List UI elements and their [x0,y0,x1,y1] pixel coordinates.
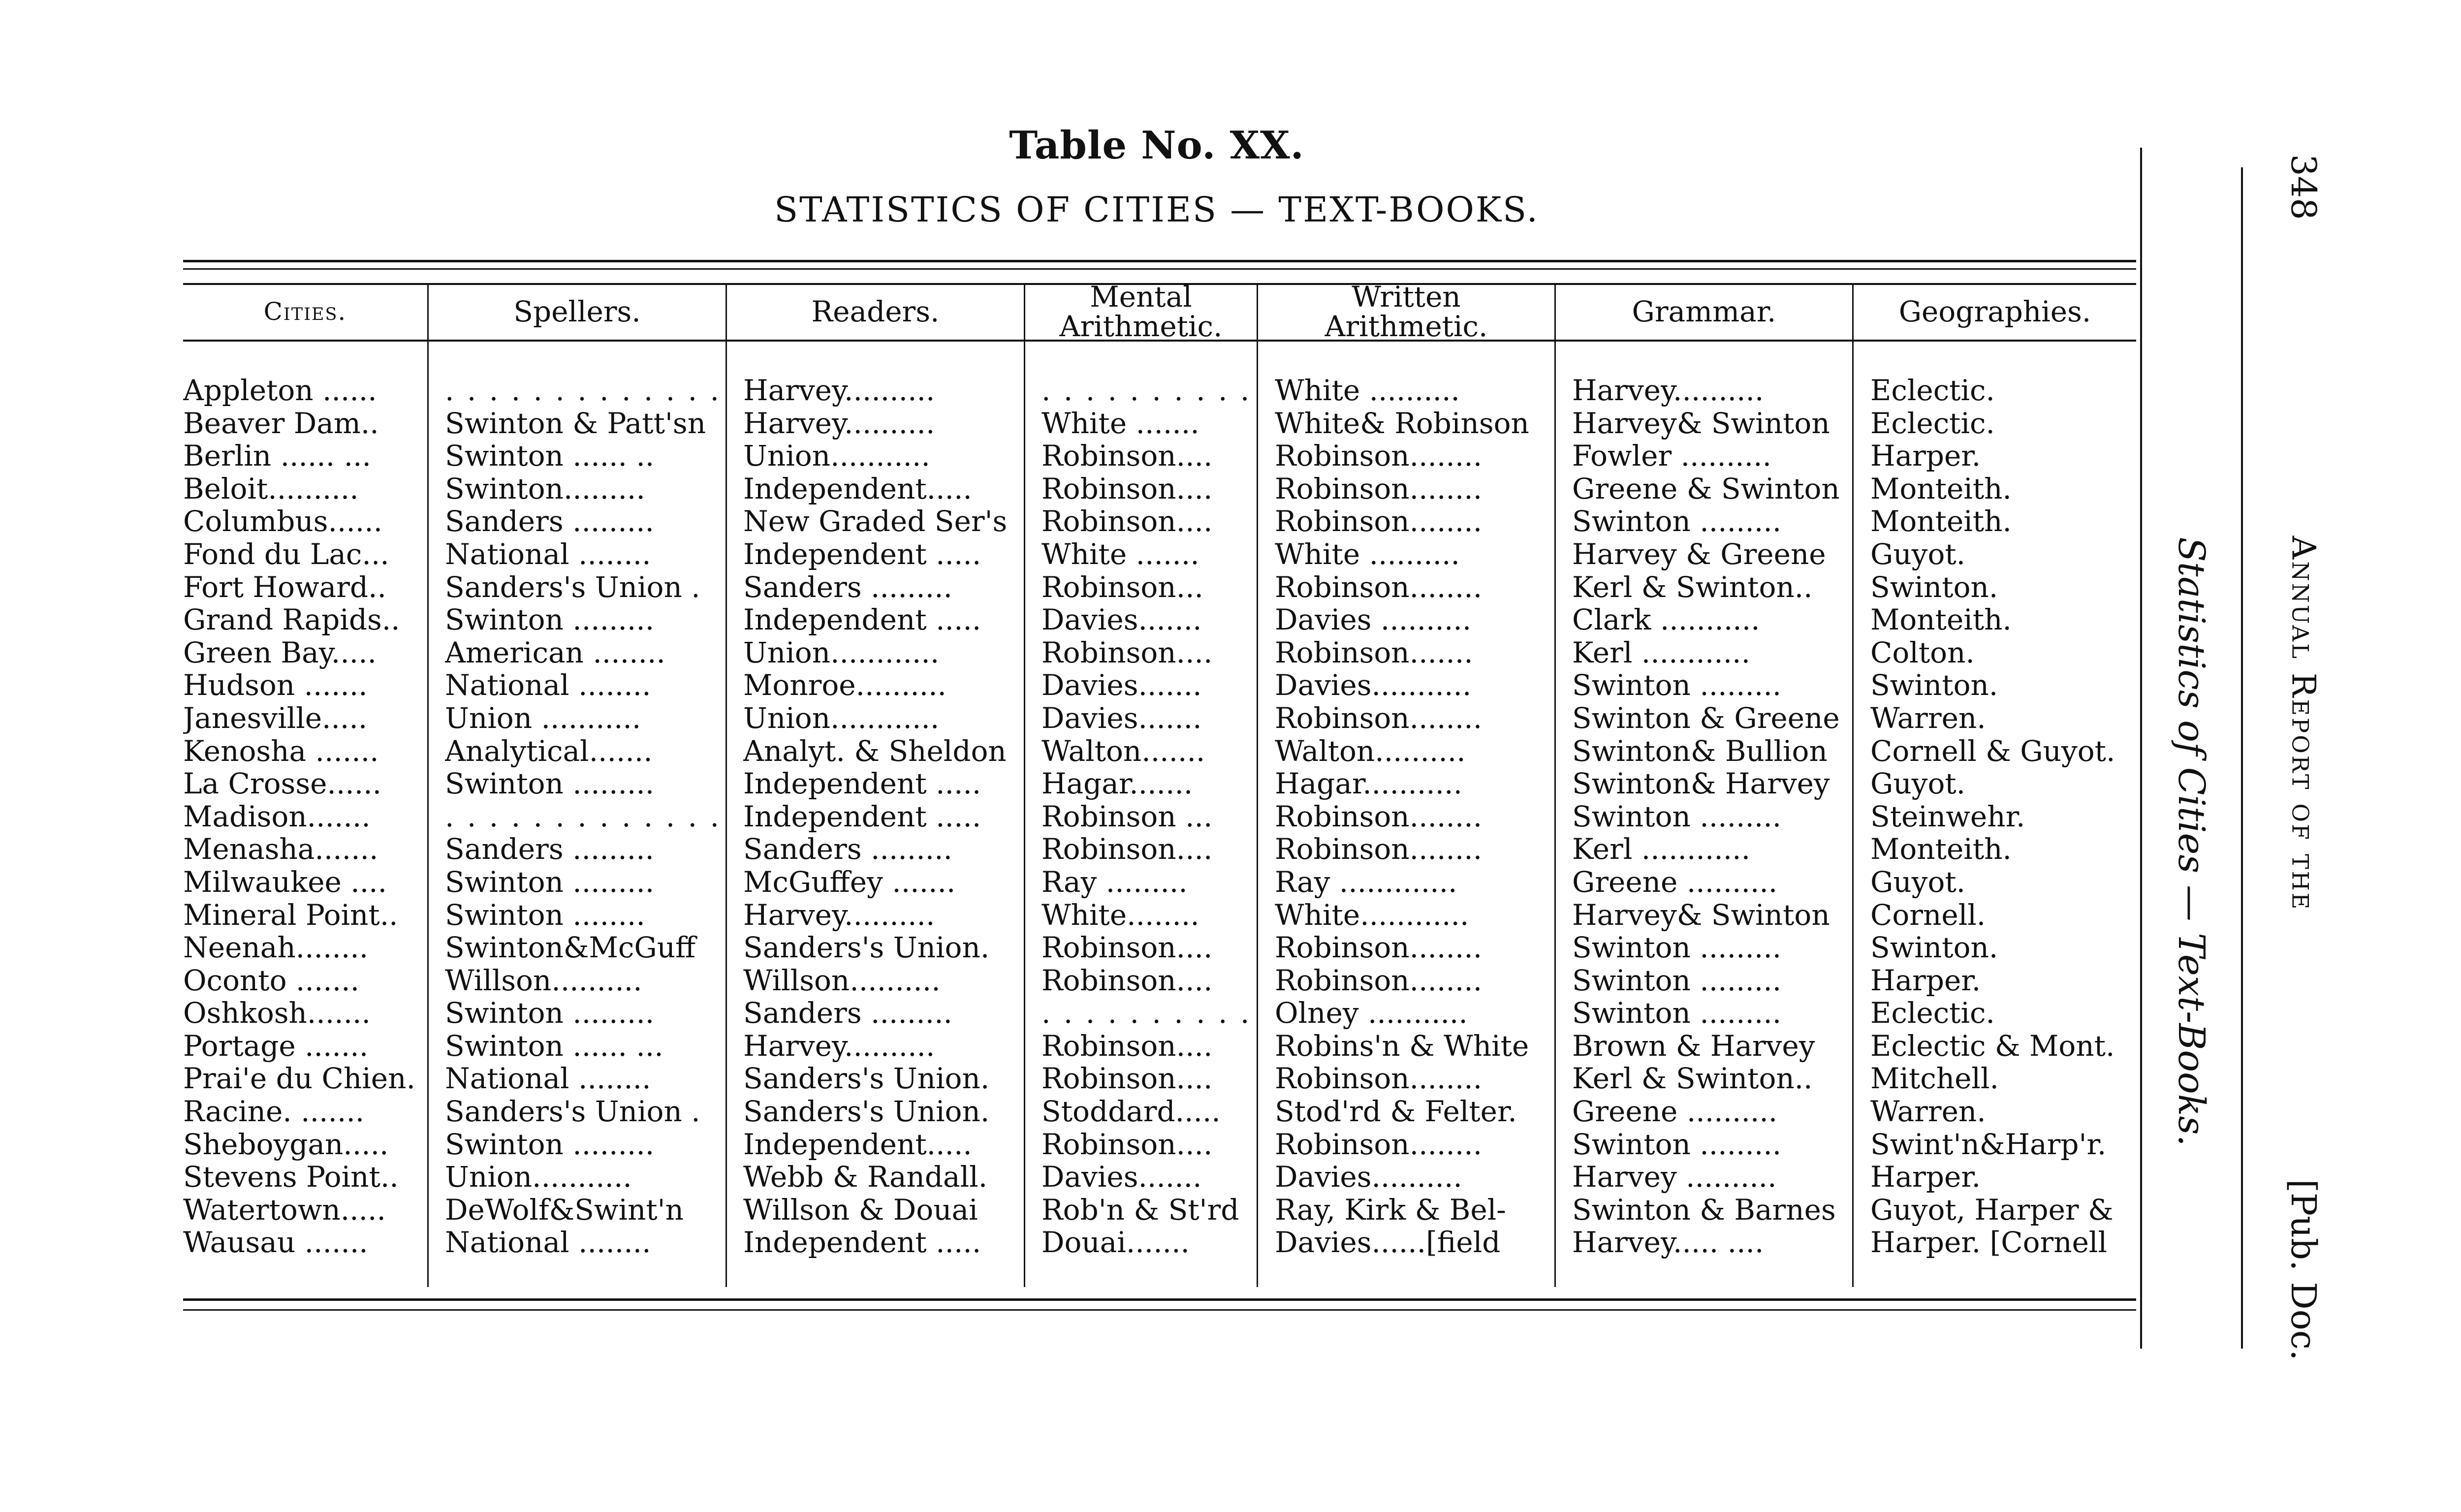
readers-cell: Independent ..... [743,1226,981,1260]
city-cell: Racine. ....... [183,1095,365,1128]
readers-cell: Monroe.......... [743,669,947,702]
written-arithmetic-cell: Stod'rd & Felter. [1275,1095,1517,1128]
city-cell: Beloit.......... [183,472,359,505]
geographies-cell: Warren. [1870,1095,1986,1128]
grammar-cell: Kerl ............ [1572,636,1751,669]
geographies-cell: Warren. [1870,701,1986,735]
written-arithmetic-cell: White............ [1275,898,1469,932]
readers-cell: Independent ..... [743,800,981,833]
grammar-cell: Swinton ......... [1572,800,1782,833]
written-arithmetic-cell: Robinson........ [1275,570,1483,604]
column-cities [183,374,424,1280]
spellers-cell [445,374,724,407]
table-subtitle: STATISTICS OF CITIES — TEXT-BOOKS. [774,189,1539,230]
mental-arithmetic-cell: Douai....... [1041,1226,1190,1260]
grammar-cell: Harvey.......... [1572,374,1764,407]
city-cell: Columbus...... [183,505,383,538]
header-written-arithmetic [1258,280,1554,343]
grammar-cell: Swinton & Barnes [1572,1193,1836,1227]
mental-arithmetic-cell: Robinson ... [1041,800,1213,833]
geographies-cell: Harper. [1870,440,1981,472]
mental-arithmetic-cell: White ....... [1041,407,1199,440]
mental-arithmetic-cell: Walton....... [1041,734,1205,768]
header-spellers: Spellers. [513,294,641,328]
written-arithmetic-cell: Robinson........ [1275,472,1483,505]
written-arithmetic-cell: White .......... [1275,374,1460,407]
spellers-cell: Willson.......... [445,964,642,997]
city-cell: Oconto ....... [183,964,360,997]
written-arithmetic-cell: White& Robinson [1275,407,1529,440]
geographies-cell: Guyot. [1870,767,1966,800]
mental-arithmetic-cell [1041,374,1255,407]
mental-arithmetic-cell: Robinson.... [1041,931,1213,964]
grammar-cell: Harvey& Swinton [1572,407,1830,440]
table-title: Table No. XX. [1009,123,1304,168]
mental-arithmetic-cell: Hagar....... [1041,767,1193,800]
readers-cell: Sanders ......... [743,833,952,866]
readers-cell: Sanders's Union. [743,1062,990,1096]
geographies-cell: Harper. [1870,964,1981,997]
geographies-cell: Guyot, Harper & [1870,1193,2114,1227]
readers-cell: Sanders's Union. [743,931,990,964]
mental-arithmetic-cell: Robinson.... [1041,964,1213,997]
city-cell: Berlin ...... ... [183,440,371,472]
header-geographies: Geographies. [1898,294,2091,328]
readers-cell: New Graded Ser's [743,505,1008,538]
geographies-cell: Eclectic. [1870,407,1995,440]
geographies-cell: Mitchell. [1870,1062,1999,1096]
margin-rule-right [2241,167,2243,1349]
city-cell: Beaver Dam.. [183,407,379,440]
written-arithmetic-cell: Robins'n & White [1275,1029,1529,1063]
city-cell: Hudson ....... [183,669,368,702]
readers-cell: Union........... [743,440,930,472]
column-divider [1257,283,1258,1287]
grammar-cell: Kerl ............ [1572,833,1751,866]
written-arithmetic-cell: Robinson....... [1275,636,1473,669]
top-rule-thick [183,260,2136,262]
mental-arithmetic-cell: Rob'n & St'rd [1041,1193,1239,1227]
geographies-cell: Monteith. [1870,833,2012,866]
readers-cell: Harvey.......... [743,1029,935,1063]
geographies-cell: Cornell. [1870,898,1986,932]
running-title: Statistics of Cities — Text-Books. [2170,537,2212,1146]
page-number: 348 [2283,154,2324,220]
spellers-cell: Swinton ......... [445,997,655,1030]
header-mental-arithmetic [1025,280,1257,343]
spellers-cell: DeWolf&Swint'n [445,1193,684,1227]
grammar-cell: Greene .......... [1572,1095,1778,1128]
report-header: Annual Report of the [2284,536,2323,912]
spellers-cell: Swinton ......... [445,1128,655,1161]
geographies-cell: Swinton. [1870,669,1998,702]
spellers-cell: Union ........... [445,701,641,735]
mental-arithmetic-cell: Davies....... [1041,1161,1202,1194]
spellers-cell: Sanders's Union . [445,1095,700,1128]
readers-cell: Independent ..... [743,603,981,636]
readers-cell: Willson.......... [743,964,941,997]
city-cell: Sheboygan..... [183,1128,389,1161]
grammar-cell: Swinton ......... [1572,1128,1782,1161]
mental-arithmetic-cell: White........ [1041,898,1199,932]
written-arithmetic-cell: Robinson........ [1275,964,1483,997]
geographies-cell: Monteith. [1870,603,2012,636]
readers-cell: McGuffey ....... [743,865,956,899]
mental-arithmetic-cell: Davies....... [1041,603,1202,636]
geographies-cell: Cornell & Guyot. [1870,734,2115,768]
readers-cell: Analyt. & Sheldon [743,734,1007,768]
mental-arithmetic-cell: Robinson.... [1041,636,1213,669]
grammar-cell: Swinton ......... [1572,997,1782,1030]
column-divider [1024,283,1025,1287]
grammar-cell: Swinton ......... [1572,931,1782,964]
written-arithmetic-cell: Hagar........... [1275,767,1463,800]
spellers-cell: Swinton & Patt'sn [445,407,706,440]
city-cell: Grand Rapids.. [183,603,400,636]
mental-arithmetic-cell: Robinson.... [1041,1029,1213,1063]
mental-arithmetic-cell: Robinson... [1041,570,1203,604]
mental-arithmetic-cell [1041,997,1255,1030]
city-cell: Appleton ...... [183,374,377,407]
city-cell: Portage ....... [183,1029,369,1063]
grammar-cell: Harvey & Greene [1572,537,1826,571]
spellers-cell: Swinton......... [445,472,645,505]
margin-rule-left [2140,148,2142,1349]
readers-cell: Harvey.......... [743,898,935,932]
spellers-cell: Swinton ......... [445,603,655,636]
written-arithmetic-cell: Davies........... [1275,669,1472,702]
spellers-cell: Swinton ......... [445,767,655,800]
written-arithmetic-cell: Ray, Kirk & Bel- [1275,1193,1506,1227]
header-written-line1: Written [1352,280,1461,314]
spellers-cell: National ........ [445,669,651,702]
grammar-cell: Swinton ......... [1572,505,1782,538]
geographies-cell: Eclectic. [1870,374,1995,407]
readers-cell: Union............ [743,636,940,669]
header-written-line2: Arithmetic. [1325,309,1488,343]
spellers-cell: Sanders ......... [445,505,654,538]
spellers-cell: National ........ [445,537,651,571]
city-cell: La Crosse...... [183,767,382,800]
mental-arithmetic-cell: Robinson.... [1041,505,1213,538]
city-cell: Milwaukee .... [183,865,387,899]
city-cell: Prai'e du Chien. [183,1062,415,1096]
grammar-cell: Swinton ......... [1572,964,1782,997]
written-arithmetic-cell: Robinson........ [1275,701,1483,735]
geographies-cell: Eclectic & Mont. [1870,1029,2115,1063]
geographies-cell: Swinton. [1870,931,1998,964]
written-arithmetic-cell: Robinson........ [1275,833,1483,866]
spellers-cell: Swinton ........ [445,898,645,932]
written-arithmetic-cell: Robinson........ [1275,931,1483,964]
geographies-cell: Monteith. [1870,505,2012,538]
city-cell: Mineral Point.. [183,898,398,932]
grammar-cell: Harvey& Swinton [1572,898,1830,932]
written-arithmetic-cell: Robinson........ [1275,1128,1483,1161]
mental-arithmetic-cell: Davies....... [1041,701,1202,735]
header-readers: Readers. [811,294,940,328]
city-cell: Stevens Point.. [183,1161,399,1194]
grammar-cell: Swinton ......... [1572,669,1782,702]
header-cities: Cities. [263,297,347,326]
bottom-rule-thin [183,1309,2136,1311]
spellers-cell: American ........ [445,636,665,669]
written-arithmetic-cell: Robinson........ [1275,800,1483,833]
readers-cell: Sanders ......... [743,997,952,1030]
geographies-cell: Colton. [1870,636,1975,669]
header-mental-line2: Arithmetic. [1059,309,1223,343]
mental-arithmetic-cell: Ray ......... [1041,865,1188,899]
geographies-cell: Eclectic. [1870,997,1995,1030]
header-mental-line1: Mental [1090,280,1192,314]
grammar-cell: Kerl & Swinton.. [1572,570,1813,604]
city-cell: Janesville..... [183,701,368,735]
readers-cell: Independent ..... [743,537,981,571]
readers-cell: Harvey.......... [743,374,935,407]
bottom-rule-thick [183,1298,2136,1301]
readers-cell: Webb & Randall. [743,1161,988,1194]
column-written-arithmetic [1275,374,1553,1280]
written-arithmetic-cell: Olney ........... [1275,997,1468,1030]
spellers-cell: National ........ [445,1226,651,1260]
mental-arithmetic-cell: Robinson.... [1041,833,1213,866]
written-arithmetic-cell: Davies......[field [1275,1226,1501,1260]
city-cell: Watertown..... [183,1193,386,1227]
spellers-cell: Sanders ......... [445,833,654,866]
written-arithmetic-cell: Robinson........ [1275,505,1483,538]
spellers-cell: Swinton ...... ... [445,1029,663,1063]
written-arithmetic-cell: Davies.......... [1275,1161,1462,1194]
geographies-cell: Monteith. [1870,472,2012,505]
city-cell: Fort Howard.. [183,570,386,604]
spellers-cell: Analytical....... [445,734,653,768]
geographies-cell: Steinwehr. [1870,800,2025,833]
city-cell: Neenah........ [183,931,369,964]
column-divider [1852,283,1854,1287]
column-grammar [1572,374,1851,1280]
grammar-cell: Greene & Swinton [1572,472,1840,505]
written-arithmetic-cell: Robinson........ [1275,1062,1483,1096]
written-arithmetic-cell: Ray ............. [1275,865,1457,899]
header-grammar: Grammar. [1632,294,1776,328]
written-arithmetic-cell: Davies .......... [1275,603,1472,636]
column-divider [726,283,727,1287]
spellers-cell: Sanders's Union . [445,570,700,604]
grammar-cell: Greene .......... [1572,865,1778,899]
spellers-cell: Swinton ...... .. [445,440,655,472]
top-rule-thin [183,268,2136,270]
city-cell: Menasha....... [183,833,379,866]
geographies-cell: Harper. [1870,1161,1981,1194]
grammar-cell: Swinton& Harvey [1572,767,1830,800]
city-cell: Fond du Lac... [183,537,389,571]
grammar-cell: Harvey..... .... [1572,1226,1764,1260]
grammar-cell: Swinton& Bullion [1572,734,1828,768]
mental-arithmetic-cell: Robinson.... [1041,472,1213,505]
written-arithmetic-cell: Walton.......... [1275,734,1466,768]
geographies-cell: Guyot. [1870,537,1966,571]
spellers-cell: Swinton&McGuff [445,931,696,964]
readers-cell: Independent..... [743,1128,972,1161]
column-divider [1554,283,1556,1287]
city-cell: Kenosha ....... [183,734,379,768]
spellers-cell: Union........... [445,1161,632,1194]
mental-arithmetic-cell: Robinson.... [1041,1062,1213,1096]
geographies-cell: Swinton. [1870,570,1998,604]
city-cell: Green Bay..... [183,636,377,669]
spellers-cell: Swinton ......... [445,865,655,899]
pub-doc-label: [Pub. Doc. [2283,1179,2324,1361]
column-readers [743,374,1022,1280]
mental-arithmetic-cell: White ....... [1041,537,1199,571]
column-spellers [445,374,724,1280]
mental-arithmetic-cell: Robinson.... [1041,440,1213,472]
geographies-cell: Guyot. [1870,865,1966,899]
grammar-cell: Swinton & Greene [1572,701,1840,735]
readers-cell: Independent..... [743,472,972,505]
grammar-cell: Kerl & Swinton.. [1572,1062,1813,1096]
grammar-cell: Clark ........... [1572,603,1760,636]
city-cell: Madison....... [183,800,371,833]
readers-cell: Sanders's Union. [743,1095,990,1128]
readers-cell: Willson & Douai [743,1193,978,1227]
spellers-cell: National ........ [445,1062,651,1096]
column-mental-arithmetic [1041,374,1255,1280]
column-geographies [1870,374,2136,1280]
readers-cell: Independent ..... [743,767,981,800]
geographies-cell: Swint'n&Harp'r. [1870,1128,2107,1161]
readers-cell: Harvey.......... [743,407,935,440]
readers-cell: Union............ [743,701,940,735]
mental-arithmetic-cell: Davies....... [1041,669,1202,702]
grammar-cell: Fowler .......... [1572,440,1772,472]
city-cell: Oshkosh....... [183,997,371,1030]
readers-cell: Sanders ......... [743,570,952,604]
column-divider [427,283,429,1287]
grammar-cell: Brown & Harvey [1572,1029,1815,1063]
city-cell: Wausau ....... [183,1226,368,1260]
geographies-cell: Harper. [Cornell [1870,1226,2107,1260]
mental-arithmetic-cell: Robinson.... [1041,1128,1213,1161]
grammar-cell: Harvey .......... [1572,1161,1777,1194]
spellers-cell [445,800,724,833]
written-arithmetic-cell: White .......... [1275,537,1460,571]
mental-arithmetic-cell: Stoddard..... [1041,1095,1221,1128]
written-arithmetic-cell: Robinson........ [1275,440,1483,472]
